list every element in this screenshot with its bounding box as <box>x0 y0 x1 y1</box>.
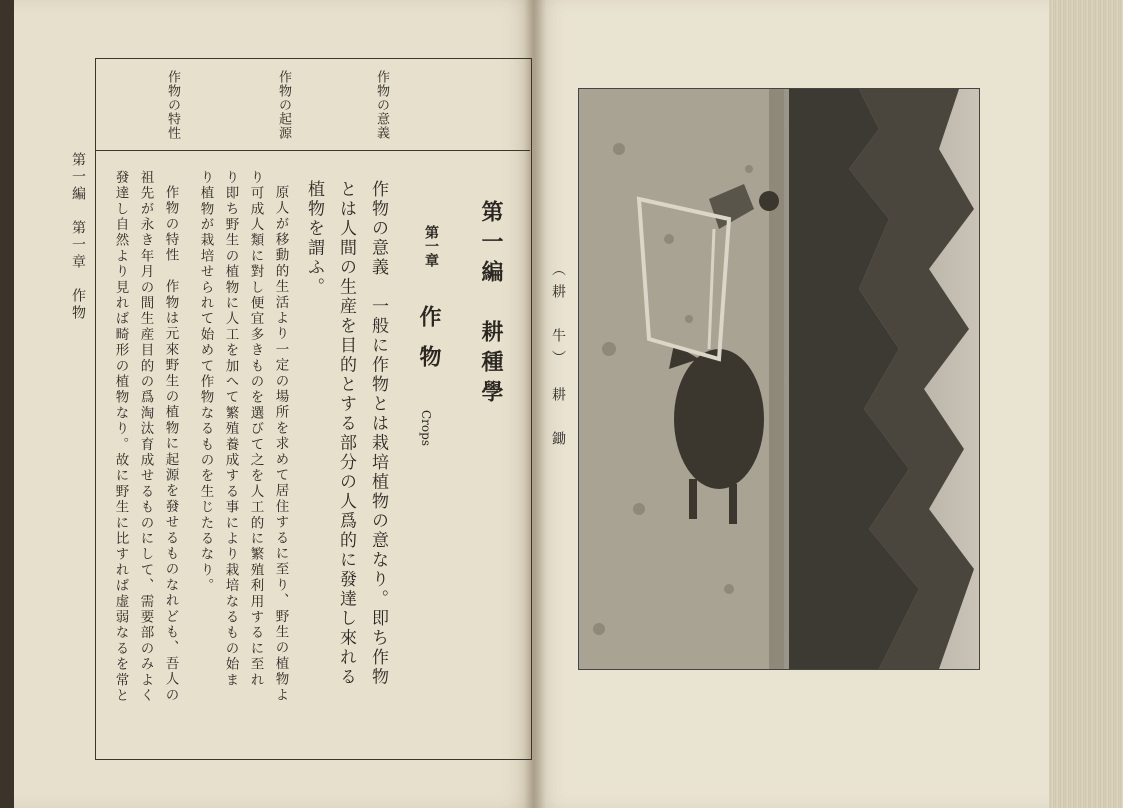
chapter-title: 作物 <box>416 305 442 385</box>
page-edges <box>1049 0 1123 808</box>
paragraph-3-line-3: 發達し自然より見れば畸形の植物なり。故に野生に比すれば虚弱なるを常と <box>112 170 129 704</box>
ox <box>674 349 764 489</box>
paragraph-3-line-1: 作物の特性 作物は元來野生の植物に起源を發せるものなれども、吾人の <box>162 185 179 704</box>
book-title: 第一編 耕種學 <box>478 200 504 410</box>
photo-caption: （耕 牛） 耕 鋤 <box>550 262 566 453</box>
margin-note-characteristics: 作物の特性 <box>165 70 180 140</box>
paragraph-2-line-4: り植物が栽培せられて始めて作物なるものを生じたるなり。 <box>197 170 214 594</box>
margin-note-origin: 作物の起源 <box>276 70 291 140</box>
paragraph-1-line-2: とは人間の生産を目的とする部分の人爲的に發達し來れる <box>336 180 356 687</box>
plowing-photograph <box>578 88 980 670</box>
chapter-number: 第一章 <box>423 225 439 267</box>
margin-note-significance: 作物の意義 <box>374 70 389 140</box>
paragraph-2-line-1: 原人が移動的生活より一定の場所を求めて居住するに至り、野生の植物よ <box>272 185 289 704</box>
margin-rule <box>95 58 530 151</box>
paragraph-2-line-2: り可成人類に對し便宜多きものを選びて之を人工的に繁殖利用するに至れ <box>247 170 264 689</box>
paragraph-1-line-1: 作物の意義 一般に作物とは栽培植物の意なり。即ち作物 <box>368 180 388 687</box>
paragraph-3-line-2: 祖先が永き年月の間生産目的の爲淘汰育成せるものにして、需要部のみよく <box>137 170 154 704</box>
chapter-english: Crops <box>419 410 433 446</box>
text-frame <box>95 58 532 760</box>
plowing-photo-svg <box>579 89 979 669</box>
paragraph-2-line-3: り即ち野生の植物に人工を加へて繁殖養成する事により栽培なるもの始ま <box>222 170 239 689</box>
running-head: 第一編 第一章 作物 <box>70 152 86 322</box>
paragraph-1-line-3: 植物を謂ふ。 <box>304 180 324 297</box>
